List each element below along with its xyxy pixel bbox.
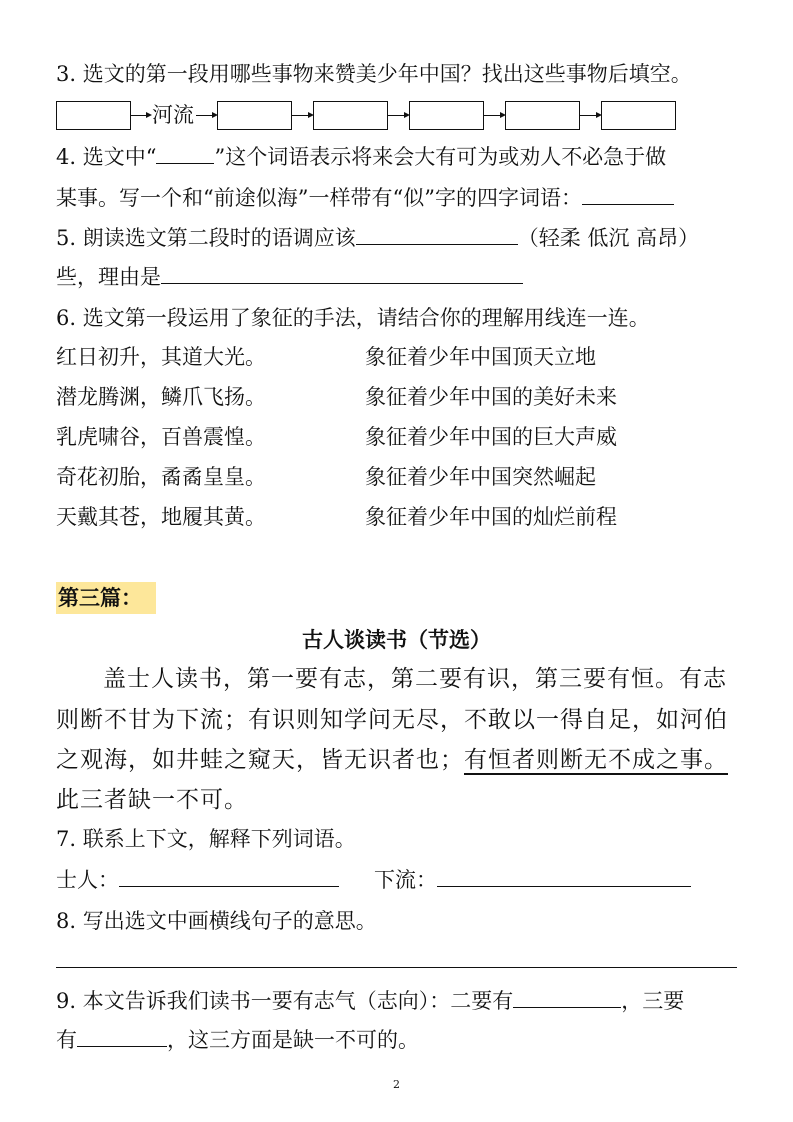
- answer-box-4[interactable]: [409, 101, 484, 130]
- answer-box-5[interactable]: [505, 101, 580, 130]
- passage-line-1: 盖士人读书，第一要有志，第二要有识，第三要有恒。有志: [103, 666, 727, 692]
- answer-blank-shiren[interactable]: [119, 866, 339, 887]
- question-4-line-1: 4. 选文中“ ”这个词语表示将来会大有可为或劝人不必急于做: [56, 145, 667, 169]
- arrow-icon: [131, 115, 150, 116]
- question-3: 3. 选文的第一段用哪些事物来赞美少年中国？找出这些事物后填空。: [56, 62, 692, 86]
- underlined-sentence: 有恒者则断无不成之事。: [464, 747, 728, 773]
- match-left-item[interactable]: 乳虎啸谷，百兽震惶。: [56, 425, 266, 449]
- arrow-icon: [388, 115, 408, 116]
- match-right-item[interactable]: 象征着少年中国的美好未来: [365, 385, 617, 409]
- river-label: 河流: [152, 103, 194, 127]
- answer-blank-q9-second[interactable]: [513, 987, 621, 1008]
- passage-line-3: 之观海，如井蛙之窥天，皆无识者也；有恒者则断无不成之事。: [56, 747, 728, 773]
- match-left-item[interactable]: 天戴其苍，地履其黄。: [56, 505, 266, 529]
- arrow-icon: [196, 115, 216, 116]
- question-9-line-1: 9. 本文告诉我们读书一要有志气（志向）：二要有 ，三要: [56, 989, 685, 1013]
- match-left-item[interactable]: 潜龙腾渊，鳞爪飞扬。: [56, 385, 266, 409]
- arrow-icon: [292, 115, 312, 116]
- question-5-line-2: 些，理由是: [56, 263, 523, 291]
- question-5-line-1: 5. 朗读选文第二段时的语调应该 （轻柔 低沉 高昂）: [56, 226, 700, 250]
- answer-box-6[interactable]: [601, 101, 676, 130]
- answer-line-q8[interactable]: [56, 967, 737, 968]
- answer-blank-q5-tone[interactable]: [356, 224, 518, 245]
- match-right-item[interactable]: 象征着少年中国顶天立地: [365, 345, 596, 369]
- match-right-item[interactable]: 象征着少年中国的灿烂前程: [365, 505, 617, 529]
- match-right-item[interactable]: 象征着少年中国突然崛起: [365, 465, 596, 489]
- section-tag: 第三篇：: [56, 582, 156, 614]
- answer-blank-q5-reason[interactable]: [161, 263, 523, 284]
- answer-box-3[interactable]: [313, 101, 388, 130]
- question-4-line-2: 某事。写一个和“前途似海”一样带有“似”字的四字词语：: [56, 184, 674, 212]
- answer-blank-q9-third[interactable]: [77, 1026, 167, 1047]
- answer-blank-q4-idiom[interactable]: [582, 184, 674, 205]
- arrow-icon: [580, 115, 600, 116]
- passage-title: 古人谈读书（节选）: [302, 628, 491, 652]
- question-9-line-2: 有 ，这三方面是缺一不可的。: [56, 1028, 419, 1052]
- passage-line-2: 则断不甘为下流；有识则知学问无尽，不敢以一得自足，如河伯: [56, 707, 728, 733]
- match-left-item[interactable]: 红日初升，其道大光。: [56, 345, 266, 369]
- question-7-answers: 士人： 下流：: [56, 866, 691, 894]
- answer-blank-xialiu[interactable]: [437, 866, 691, 887]
- match-right-item[interactable]: 象征着少年中国的巨大声威: [365, 425, 617, 449]
- answer-blank-q4-word[interactable]: [156, 143, 214, 164]
- question-7: 7. 联系上下文，解释下列词语。: [56, 827, 356, 851]
- arrow-icon: [484, 115, 504, 116]
- passage-line-4: 此三者缺一不可。: [56, 787, 248, 813]
- question-6: 6. 选文第一段运用了象征的手法，请结合你的理解用线连一连。: [56, 306, 650, 330]
- match-left-item[interactable]: 奇花初胎，矞矞皇皇。: [56, 465, 266, 489]
- answer-box-2[interactable]: [217, 101, 292, 130]
- page-number: 2: [393, 1078, 400, 1091]
- answer-box-1[interactable]: [56, 101, 131, 130]
- question-8: 8. 写出选文中画横线句子的意思。: [56, 909, 377, 933]
